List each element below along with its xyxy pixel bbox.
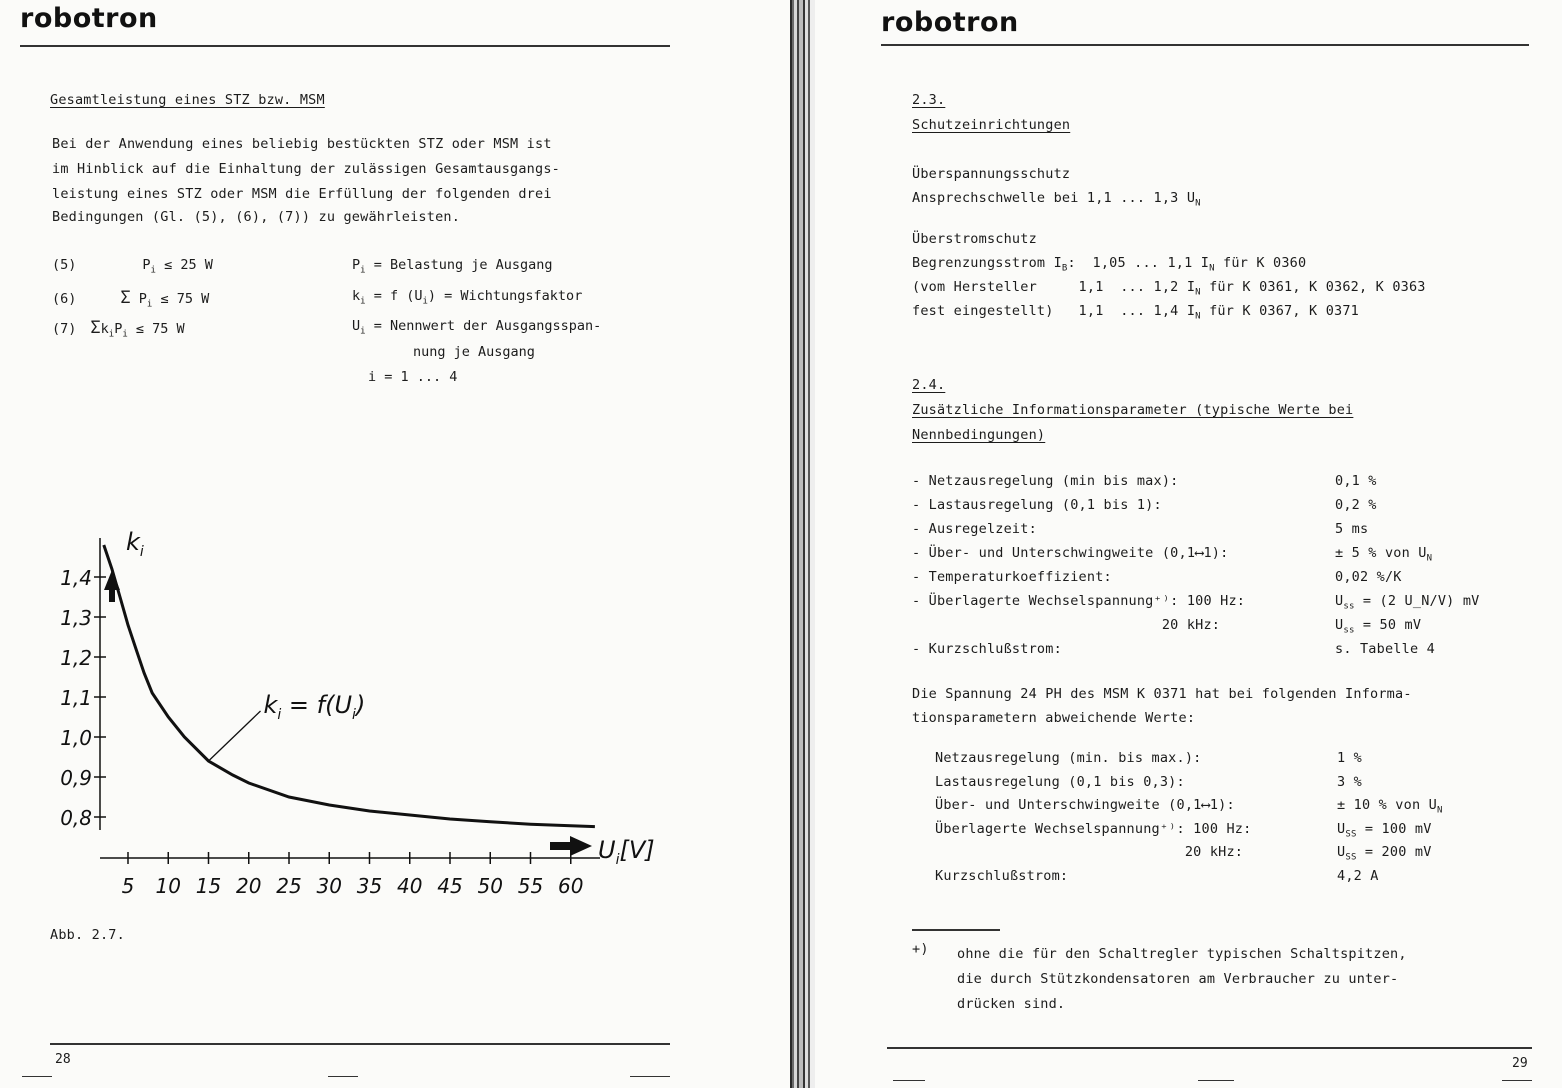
overvoltage-title: Überspannungsschutz bbox=[912, 166, 1071, 182]
x-tick-label: 5 bbox=[121, 874, 135, 898]
x-axis-label: $U_i[V]$ bbox=[598, 836, 655, 868]
parameter-value: 0,1 % bbox=[1335, 473, 1377, 489]
y-tick-label: 1,2 bbox=[60, 646, 92, 670]
footer-mark bbox=[1198, 1080, 1234, 1081]
footer-mark bbox=[630, 1076, 670, 1077]
footnote-line: ohne die für den Schaltregler typischen Schaltspitzen, bbox=[957, 946, 1407, 962]
x-tick-label: 25 bbox=[276, 874, 302, 898]
section-title: Schutzeinrichtungen bbox=[912, 117, 1071, 133]
parameter-value: ± 10 % von $U_N$ bbox=[1337, 797, 1443, 816]
header-rule bbox=[881, 44, 1529, 46]
intro-line: Bei der Anwendung eines beliebig bestückten STZ oder MSM ist bbox=[52, 136, 552, 152]
y-tick-label: 1,1 bbox=[60, 686, 92, 710]
footnote-line: drücken sind. bbox=[957, 996, 1066, 1012]
parameter-label: Netzausregelung (min. bis max.): bbox=[935, 750, 1202, 766]
parameter-value: $U_{ss} = (2$ U_N/V) mV bbox=[1335, 593, 1480, 612]
x-tick-label: 45 bbox=[437, 874, 463, 898]
binding-gutter bbox=[790, 0, 815, 1088]
y-axis-arrow bbox=[104, 570, 120, 602]
parameter-label: - Über- und Unterschwingweite (0,1⟷1): bbox=[912, 545, 1229, 561]
y-axis-ticks bbox=[60, 566, 106, 830]
section-title: Zusätzliche Informationsparameter (typische Werte bei bbox=[912, 402, 1354, 418]
footer-mark bbox=[22, 1076, 52, 1077]
parameter-label: - Kurzschlußstrom: bbox=[912, 641, 1062, 657]
x-tick-label: 40 bbox=[397, 874, 423, 898]
parameter-value: 1 % bbox=[1337, 750, 1362, 766]
equation-5: (5) $P_i \le 25$ W bbox=[52, 257, 213, 276]
intro-line: leistung eines STZ oder MSM die Erfüllung der folgenden drei bbox=[52, 186, 552, 202]
series-line bbox=[104, 545, 595, 827]
section-number: 2.4. bbox=[912, 377, 946, 393]
parameter-label: Über- und Unterschwingweite (0,1⟷1): bbox=[935, 797, 1235, 813]
parameter-value: 3 % bbox=[1337, 773, 1362, 790]
robotron-logo: robotron bbox=[20, 3, 158, 34]
parameter-label: - Ausregelzeit: bbox=[912, 521, 1037, 537]
overcurrent-title: Überstromschutz bbox=[912, 231, 1037, 247]
x-tick-label: 55 bbox=[517, 874, 544, 898]
footer-rule bbox=[887, 1047, 1532, 1049]
x-tick-label: 15 bbox=[195, 874, 222, 898]
equation-6: (6) Σ $P_i \le 75$ W bbox=[52, 288, 210, 310]
parameter-value: 5 ms bbox=[1335, 521, 1369, 537]
section-heading: Gesamtleistung eines STZ bzw. MSM bbox=[50, 92, 325, 108]
curve-label: $k_i = f(U_i)$ bbox=[263, 691, 366, 723]
parameter-label: - Temperaturkoeffizient: bbox=[912, 569, 1112, 585]
footer-mark bbox=[1502, 1080, 1532, 1081]
parameter-value: $U_{SS} = 100$ mV bbox=[1337, 820, 1432, 840]
footer-mark bbox=[328, 1076, 358, 1077]
definition-line: $U_i$ = Nennwert der Ausgangsspan- bbox=[352, 318, 602, 337]
x-tick-label: 10 bbox=[155, 874, 181, 898]
paragraph-line: Die Spannung 24 PH des MSM K 0371 hat bei folgenden Informa- bbox=[912, 686, 1412, 702]
parameter-label: - Lastausregelung (0,1 bis 1): bbox=[912, 497, 1162, 513]
x-axis-arrow bbox=[550, 836, 592, 856]
equation-7: (7) $\Sigma k_iP_i \le 75$ W bbox=[52, 318, 185, 340]
footnote-rule bbox=[912, 929, 1000, 931]
parameter-value: ± 5 % von $U_N$ bbox=[1335, 545, 1433, 564]
parameter-value: $U_{ss} = 50$ mV bbox=[1335, 617, 1422, 636]
y-tick-label: 1,0 bbox=[60, 726, 92, 750]
overcurrent-row: (vom Hersteller 1,1 ... 1,2 $I_N$ für K 0361, K 0362, K 0363 bbox=[912, 279, 1426, 298]
parameter-value: $U_{SS} = 200$ mV bbox=[1337, 844, 1432, 863]
definition-line: $k_i = f$ $(U_i)$ = Wichtungsfaktor bbox=[352, 288, 583, 307]
y-tick-label: 0,8 bbox=[60, 806, 92, 830]
section-number: 2.3. bbox=[912, 92, 946, 108]
overvoltage-line: Ansprechschwelle bei 1,1 ... 1,3 $U_N$ bbox=[912, 190, 1201, 209]
parameter-label: - Netzausregelung (min bis max): bbox=[912, 473, 1179, 489]
parameter-label: 20 kHz: bbox=[935, 844, 1244, 860]
definition-line: $P_i$ = Belastung je Ausgang bbox=[352, 257, 553, 276]
definition-line: i = 1 ... 4 bbox=[368, 369, 458, 385]
x-tick-label: 60 bbox=[558, 874, 584, 898]
overcurrent-row: Begrenzungsstrom $I_B$: 1,05 ... 1,1 $I_N$ für K 0360 bbox=[912, 255, 1307, 274]
y-tick-label: 0,9 bbox=[60, 766, 92, 790]
page-number: 28 bbox=[55, 1052, 71, 1067]
x-tick-label: 30 bbox=[316, 874, 342, 898]
parameter-label: Überlagerte Wechselspannung⁺⁾: 100 Hz: bbox=[935, 820, 1252, 837]
figure-caption: Abb. 2.7. bbox=[50, 927, 125, 943]
parameter-label: 20 kHz: bbox=[912, 617, 1221, 633]
right-page bbox=[815, 0, 1562, 1088]
robotron-logo: robotron bbox=[881, 7, 1019, 38]
footer-rule bbox=[50, 1043, 670, 1045]
intro-line: im Hinblick auf die Einhaltung der zulässigen Gesamtausgangs- bbox=[52, 161, 560, 177]
x-axis-ticks bbox=[122, 852, 584, 898]
y-axis-label: $k_i$ bbox=[126, 528, 144, 560]
definition-line: nung je Ausgang bbox=[413, 344, 535, 360]
footnote-line: die durch Stützkondensatoren am Verbraucher zu unter- bbox=[957, 971, 1399, 987]
page-number: 29 bbox=[1512, 1056, 1528, 1071]
footer-mark bbox=[893, 1080, 925, 1081]
weighting-factor-chart bbox=[30, 520, 670, 905]
parameter-value: 4,2 A bbox=[1337, 867, 1379, 884]
section-title: Nennbedingungen) bbox=[912, 427, 1046, 443]
parameter-value: 0,2 % bbox=[1335, 497, 1377, 513]
curve-label-leader bbox=[209, 711, 261, 761]
footnote-mark: +) bbox=[912, 941, 929, 957]
parameter-label: Kurzschlußstrom: bbox=[935, 867, 1069, 884]
y-tick-label: 1,3 bbox=[60, 606, 92, 630]
overcurrent-row: fest eingestellt) 1,1 ... 1,4 $I_N$ für K 0367, K 0371 bbox=[912, 303, 1360, 322]
x-tick-label: 35 bbox=[356, 874, 383, 898]
x-tick-label: 20 bbox=[236, 874, 262, 898]
parameter-label: Lastausregelung (0,1 bis 0,3): bbox=[935, 773, 1185, 790]
y-tick-label: 1,4 bbox=[60, 566, 92, 590]
intro-line: Bedingungen (Gl. (5), (6), (7)) zu gewährleisten. bbox=[52, 209, 461, 225]
header-rule bbox=[20, 45, 670, 47]
parameter-label: - Überlagerte Wechselspannung⁺⁾: 100 Hz: bbox=[912, 593, 1246, 609]
parameter-value: s. Tabelle 4 bbox=[1335, 641, 1435, 657]
parameter-value: 0,02 %/K bbox=[1335, 569, 1402, 585]
paragraph-line: tionsparametern abweichende Werte: bbox=[912, 710, 1196, 726]
x-tick-label: 50 bbox=[477, 874, 503, 898]
